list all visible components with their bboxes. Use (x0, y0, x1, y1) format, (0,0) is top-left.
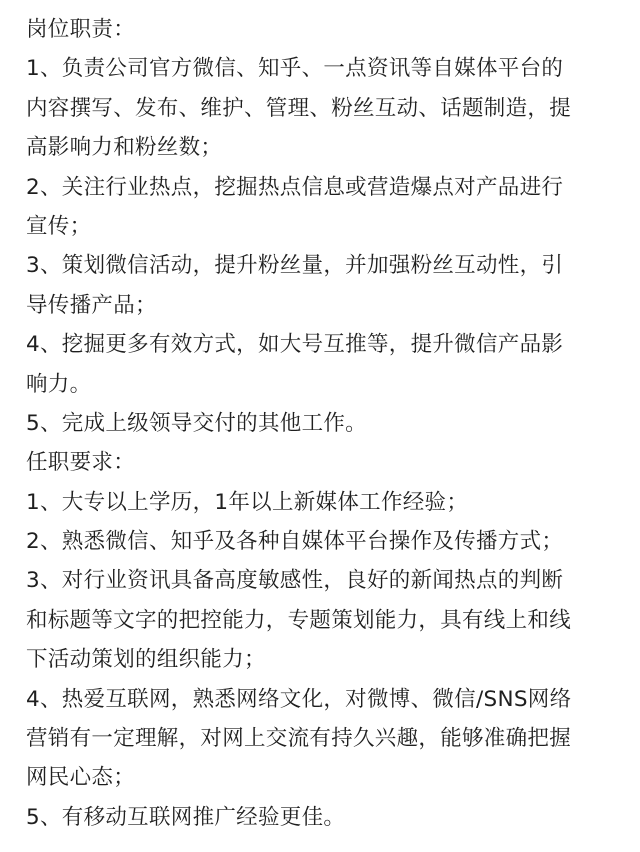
responsibility-3-line-2: 导传播产品； (26, 292, 157, 318)
responsibility-2-line-2: 宣传； (26, 213, 92, 239)
responsibility-4-line-1: 4、挖掘更多有效方式，如大号互推等，提升微信产品影 (26, 332, 564, 358)
responsibility-4-line-2: 响力。 (26, 371, 92, 397)
requirement-3-line-2: 和标题等文字的把控能力，专题策划能力，具有线上和线 (26, 607, 572, 633)
requirement-3-line-3: 下活动策划的组织能力； (26, 647, 266, 673)
requirement-4-line-3: 网民心态； (26, 765, 136, 791)
requirement-2-line-1: 2、熟悉微信、知乎及各种自媒体平台操作及传播方式； (26, 529, 564, 555)
requirement-4-line-1: 4、热爱互联网，熟悉网络文化，对微博、微信/SNS网络 (26, 686, 572, 712)
responsibility-1-line-1: 1、负责公司官方微信、知乎、一点资讯等自媒体平台的 (26, 56, 564, 82)
responsibility-3-line-1: 3、策划微信活动，提升粉丝量，并加强粉丝互动性，引 (26, 253, 564, 279)
responsibility-1-line-3: 高影响力和粉丝数； (26, 135, 223, 161)
section-heading-requirements: 任职要求： (26, 450, 136, 476)
requirement-4-line-2: 营销有一定理解，对网上交流有持久兴趣，能够准确把握 (26, 726, 572, 752)
responsibility-2-line-1: 2、关注行业热点，挖掘热点信息或营造爆点对产品进行 (26, 174, 564, 200)
section-heading-responsibilities: 岗位职责： (26, 17, 136, 42)
requirement-1-line-1: 1、大专以上学历，1年以上新媒体工作经验； (26, 489, 469, 515)
requirement-3-line-1: 3、对行业资讯具备高度敏感性，良好的新闻热点的判断 (26, 568, 564, 594)
responsibility-5-line-1: 5、完成上级领导交付的其他工作。 (26, 410, 367, 436)
responsibility-1-line-2: 内容撰写、发布、维护、管理、粉丝互动、话题制造，提 (26, 95, 572, 121)
requirement-5-line-1: 5、有移动互联网推广经验更佳。 (26, 804, 346, 830)
